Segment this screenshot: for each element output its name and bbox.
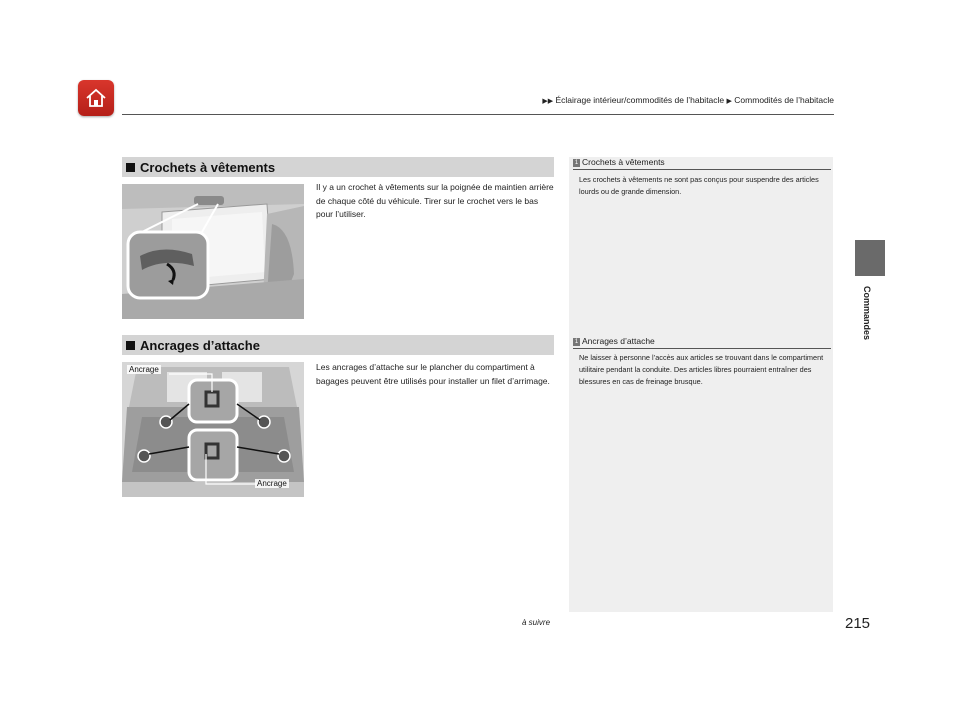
breadcrumb-arrow-icon: ▶ bbox=[726, 98, 732, 105]
anchor-label-top: Ancrage bbox=[129, 365, 159, 374]
note-title-anchors[interactable]: 1 Ancrages d’attache bbox=[574, 336, 655, 346]
coat-hook-photo bbox=[122, 184, 304, 319]
header-divider bbox=[122, 114, 834, 115]
note-number-badge: 1 bbox=[574, 160, 579, 166]
section-title-hooks: Crochets à vêtements bbox=[140, 159, 276, 175]
square-bullet-icon bbox=[126, 163, 135, 172]
home-icon bbox=[84, 86, 108, 110]
anchor-label-bottom: Ancrage bbox=[257, 479, 287, 488]
breadcrumb-arrow-icon: ▶▶ bbox=[542, 98, 554, 105]
note-title-hooks[interactable]: 1 Crochets à vêtements bbox=[574, 157, 665, 167]
section-header-anchors bbox=[122, 335, 554, 355]
note-number-badge: 1 bbox=[574, 339, 579, 345]
section-header-hooks bbox=[122, 157, 554, 177]
home-button[interactable] bbox=[78, 80, 114, 116]
note-body-hooks: Les crochets à vêtements ne sont pas conçus pour suspendre des articles lourds ou de grande dimension. bbox=[579, 175, 819, 196]
chapter-tab-label: Commandes bbox=[862, 286, 872, 341]
note-divider bbox=[573, 348, 831, 349]
anchors-body-text: Les ancrages d’attache sur le plancher du compartiment à bagages peuvent être utilisés pour installer un filet d’arrimage. bbox=[316, 362, 550, 386]
note-divider bbox=[573, 169, 831, 170]
breadcrumb bbox=[542, 95, 834, 105]
continued-label: à suivre bbox=[522, 618, 551, 627]
section-title-anchors: Ancrages d’attache bbox=[140, 337, 260, 353]
hooks-body-text: Il y a un crochet à vêtements sur la poignée de maintien arrière de chaque côté du véhicule. Tirer sur le crochet vers le bas pour l’utiliser. bbox=[316, 182, 554, 219]
square-bullet-icon bbox=[126, 341, 135, 350]
chapter-tab[interactable] bbox=[855, 240, 885, 276]
breadcrumb-link-conveniences[interactable]: Commodités de l’habitacle bbox=[734, 95, 834, 105]
note-body-anchors: Ne laisser à personne l’accès aux articles se trouvant dans le compartiment utilitaire pendant la conduite. Des articles libres pourraient entraîner des blessures en cas de freinage brusque. bbox=[579, 353, 824, 386]
page-number: 215 bbox=[845, 615, 871, 632]
cargo-anchor-photo bbox=[122, 362, 304, 497]
breadcrumb-link-lighting[interactable]: Éclairage intérieur/commodités de l’habitacle bbox=[555, 95, 725, 105]
